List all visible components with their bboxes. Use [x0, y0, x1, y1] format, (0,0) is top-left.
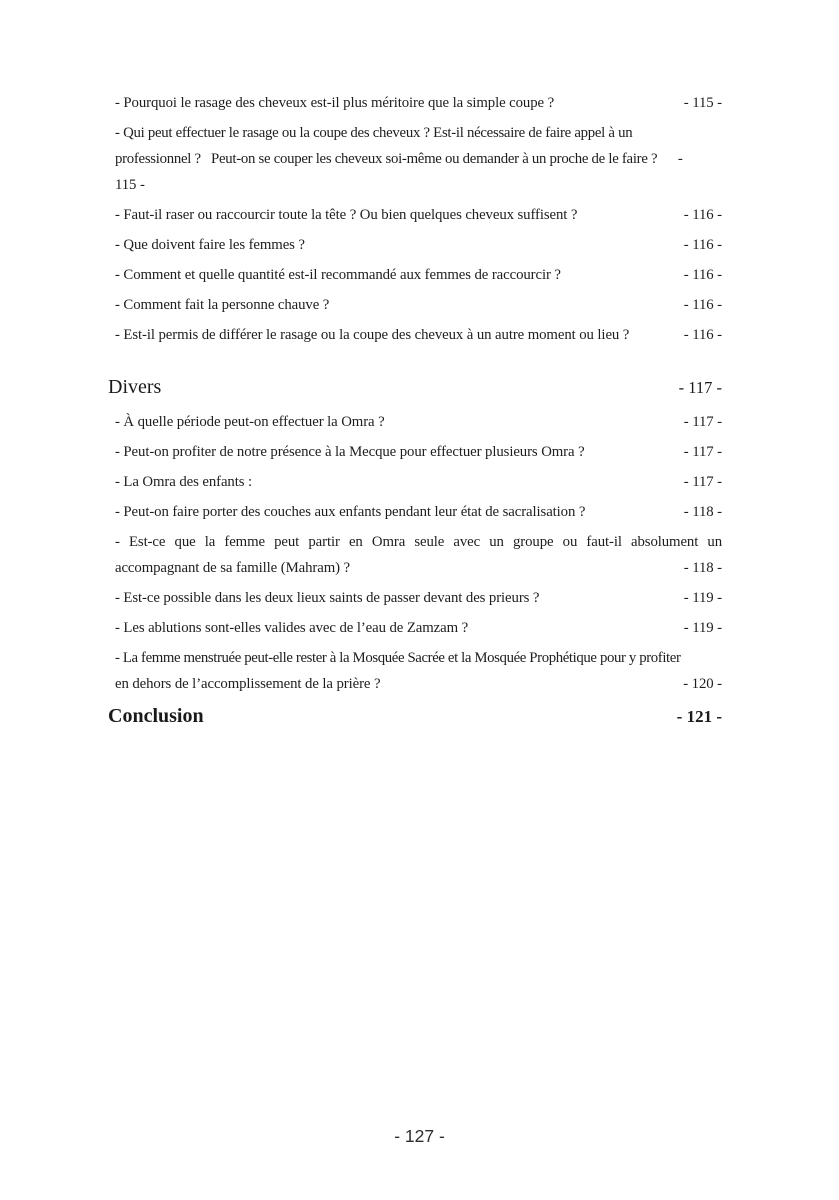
toc-entry-page-number: - 116 - [683, 207, 722, 223]
toc-entry [108, 322, 722, 348]
toc-entry [108, 499, 722, 525]
toc-entry-text: - Est-ce possible dans les deux lieux saints de passer devant des prieurs ? [115, 590, 540, 606]
toc-entry-page-number: - 116 - [683, 267, 722, 283]
toc-entry-page-number: - 119 - [683, 620, 722, 636]
toc-entry-text-line: - La femme menstruée peut-elle rester à la Mosquée Sacrée et la Mosquée Prophétique pour y profiter [115, 650, 681, 666]
toc-entry-page-number: - 117 - [683, 414, 722, 430]
toc-entry-text: - Comment et quelle quantité est-il recommandé aux femmes de raccourcir ? [115, 267, 561, 283]
section-page-number: - 121 - [676, 707, 722, 726]
toc-entry-page-number: - 120 - [683, 676, 722, 692]
section-page-number: - 117 - [678, 378, 722, 397]
toc-entry-page-number: 115 - [115, 177, 145, 193]
toc-entry-page-number: - 116 - [683, 297, 722, 313]
section-title: Conclusion [108, 705, 204, 727]
toc-section-heading-divers [108, 372, 722, 403]
toc-entry-page-number: - 116 - [683, 327, 722, 343]
toc-entry-text: - Peut-on faire porter des couches aux enfants pendant leur état de sacralisation ? [115, 504, 586, 520]
toc-entry-page-number: - 119 - [683, 590, 722, 606]
toc-section-heading-conclusion [108, 701, 722, 732]
toc-entry [108, 645, 722, 697]
toc-entry [108, 262, 722, 288]
toc-entry [108, 202, 722, 228]
toc-entry [108, 292, 722, 318]
toc-entry [108, 469, 722, 495]
toc-entry-page-number: - 115 - [683, 95, 722, 111]
toc-entry-text: - Les ablutions sont-elles valides avec de l’eau de Zamzam ? [115, 620, 469, 636]
toc-entry [108, 439, 722, 465]
page-number-footer [0, 1126, 839, 1147]
toc-entry-page-number: - 116 - [683, 237, 722, 253]
toc-entry [108, 232, 722, 258]
toc-entry-text-line: - Qui peut effectuer le rasage ou la coupe des cheveux ? Est-il nécessaire de faire appel à un [115, 125, 633, 141]
section-title: Divers [108, 376, 162, 398]
table-of-contents [108, 90, 722, 736]
toc-entry [108, 90, 722, 116]
toc-entry-text: - Peut-on profiter de notre présence à la Mecque pour effectuer plusieurs Omra ? [115, 444, 585, 460]
toc-entry-text: - Est-il permis de différer le rasage ou la coupe des cheveux à un autre moment ou lieu ? [115, 327, 630, 343]
footer-page-number: - 127 - [394, 1126, 445, 1146]
toc-entry-text: - À quelle période peut-on effectuer la Omra ? [115, 414, 385, 430]
toc-entry [108, 120, 722, 198]
toc-entry-text: - Que doivent faire les femmes ? [115, 237, 305, 253]
toc-entry-text: - Comment fait la personne chauve ? [115, 297, 330, 313]
toc-entry-text: accompagnant de sa famille (Mahram) ? [115, 560, 350, 576]
toc-entry [108, 615, 722, 641]
toc-entry [108, 529, 722, 581]
toc-entry-text: en dehors de l’accomplissement de la prière ? [115, 676, 381, 692]
toc-entry [108, 585, 722, 611]
toc-entry-text-line: professionnel ? Peut-on se couper les cheveux soi-même ou demander à un proche de le faire ? - [115, 151, 683, 167]
toc-entry-page-number: - 117 - [683, 444, 722, 460]
toc-entry-page-number: - 118 - [683, 504, 722, 520]
toc-entry-page-number: - 118 - [683, 560, 722, 576]
toc-entry-text: - La Omra des enfants : [115, 474, 252, 490]
toc-entry-text: - Pourquoi le rasage des cheveux est-il plus méritoire que la simple coupe ? [115, 95, 555, 111]
toc-entry-page-number: - 117 - [683, 474, 722, 490]
toc-entry-text-line: - Est-ce que la femme peut partir en Omra seule avec un groupe ou faut-il absolument un [115, 534, 722, 550]
toc-entry [108, 409, 722, 435]
toc-entry-text: - Faut-il raser ou raccourcir toute la tête ? Ou bien quelques cheveux suffisent ? [115, 207, 578, 223]
